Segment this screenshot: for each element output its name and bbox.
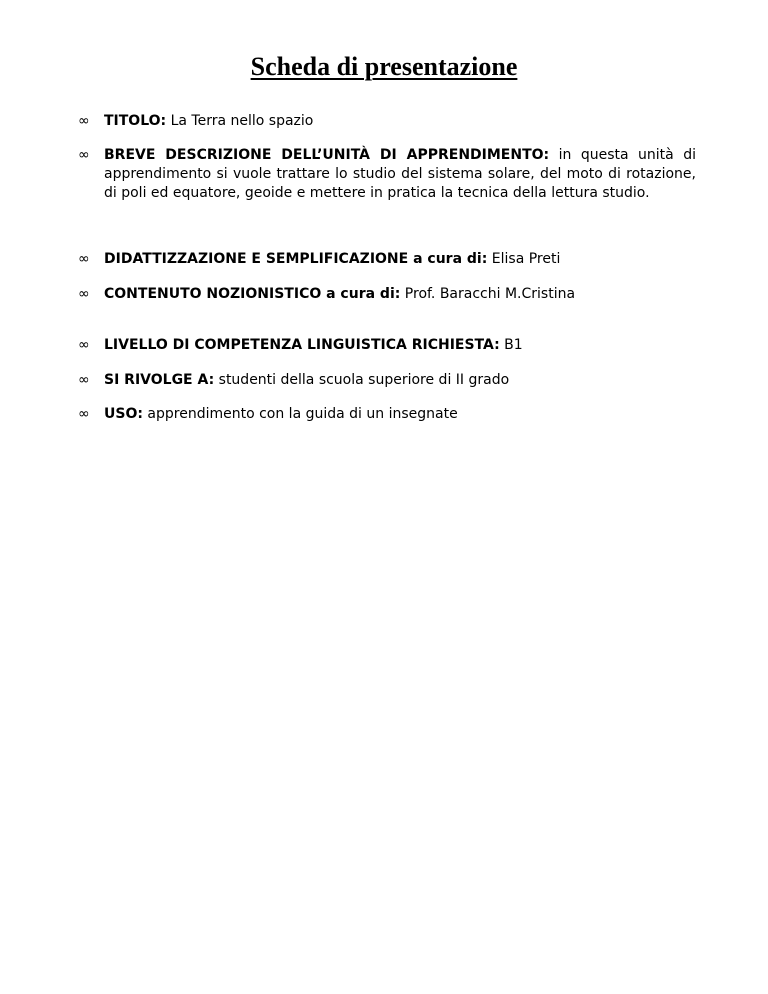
- item-value: Elisa Preti: [487, 251, 561, 267]
- list-item-titolo: [78, 112, 696, 131]
- list-item-didattizzazione: [78, 250, 696, 269]
- item-label: DIDATTIZZAZIONE E SEMPLIFICAZIONE a cura di:: [104, 251, 488, 267]
- list-item-livello: [78, 336, 696, 355]
- item-value: in questa unità di apprendimento si vuole trattare lo studio del sistema solare, del moto di rotazione, di poli ed equatore, geoide e mettere in pratica la tecnica della lettura studio.: [104, 147, 696, 201]
- item-label: SI RIVOLGE A:: [104, 372, 215, 388]
- item-value: studenti della scuola superiore di II grado: [214, 372, 510, 388]
- infinity-bullet-icon: ∞: [78, 286, 90, 302]
- infinity-bullet-icon: ∞: [78, 337, 90, 353]
- infinity-bullet-icon: ∞: [78, 251, 90, 267]
- item-value: B1: [499, 337, 523, 353]
- item-label: USO:: [104, 406, 143, 422]
- infinity-bullet-icon: ∞: [78, 113, 90, 129]
- infinity-bullet-icon: ∞: [78, 147, 90, 163]
- item-value: apprendimento con la guida di un insegnate: [142, 406, 458, 422]
- item-label: CONTENUTO NOZIONISTICO a cura di:: [104, 286, 401, 302]
- page-title: Scheda di presentazione: [250, 52, 518, 81]
- list-item-uso: [78, 405, 696, 424]
- infinity-bullet-icon: ∞: [78, 372, 90, 388]
- item-value: Prof. Baracchi M.Cristina: [400, 286, 576, 302]
- list-item-rivolge: [78, 371, 696, 390]
- list-item-descrizione: [78, 146, 696, 203]
- item-label: LIVELLO DI COMPETENZA LINGUISTICA RICHIESTA:: [104, 337, 500, 353]
- item-label: BREVE DESCRIZIONE DELL’UNITÀ DI APPRENDIMENTO:: [104, 147, 550, 163]
- list-item-contenuto: [78, 285, 696, 304]
- item-label: TITOLO:: [104, 113, 167, 129]
- infinity-bullet-icon: ∞: [78, 406, 90, 422]
- item-value: La Terra nello spazio: [166, 113, 314, 129]
